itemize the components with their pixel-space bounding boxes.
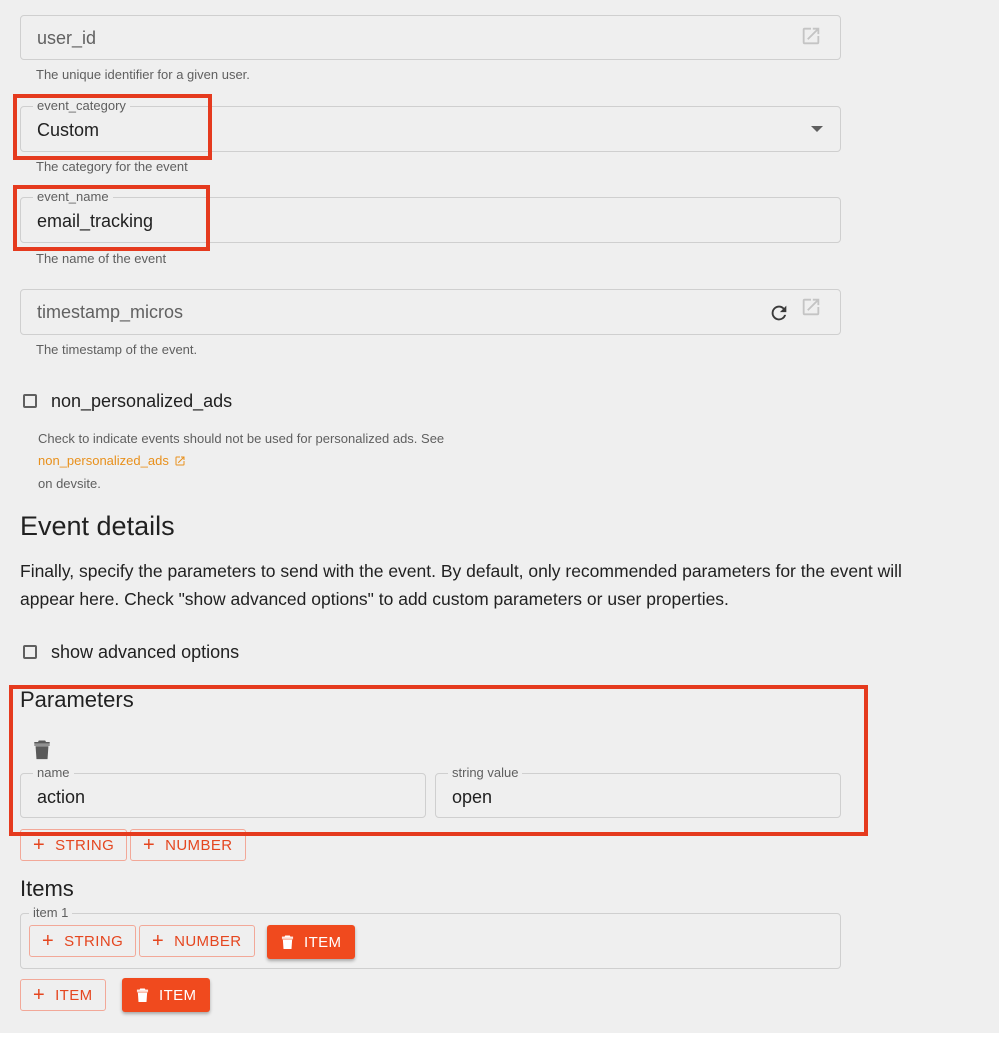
plus-icon: + xyxy=(152,930,165,952)
event-details-description-line1: Finally, specify the parameters to send with the event. By default, only recommended parameters for the event will xyxy=(20,561,902,581)
show-advanced-options-label[interactable]: show advanced options xyxy=(51,642,240,662)
timestamp-micros-placeholder: timestamp_micros xyxy=(37,302,184,322)
add-string-parameter-button[interactable] xyxy=(20,829,127,861)
event-details-description-line2: appear here. Check "show advanced options" to add custom parameters or user properties. xyxy=(20,589,729,609)
add-item-button[interactable] xyxy=(20,979,106,1011)
parameters-title: Parameters xyxy=(20,687,134,712)
plus-icon: + xyxy=(33,984,46,1006)
parameter-string-value: open xyxy=(452,787,493,807)
plus-icon: + xyxy=(143,834,156,856)
open-in-new-icon[interactable] xyxy=(800,25,822,47)
delete-icon xyxy=(281,934,294,950)
non-personalized-helper-devsite: on devsite. xyxy=(38,476,101,491)
event-category-value: Custom xyxy=(37,120,100,140)
parameter-name-field[interactable] xyxy=(20,765,426,818)
delete-item-button[interactable] xyxy=(267,925,355,959)
event-name-helper: The name of the event xyxy=(36,251,167,266)
event-name-label: event_name xyxy=(33,189,113,205)
non-personalized-helper-text: Check to indicate events should not be used for personalized ads. See xyxy=(38,431,445,446)
delete-icon xyxy=(136,987,149,1003)
plus-icon: + xyxy=(42,930,55,952)
non-personalized-ads-checkbox[interactable] xyxy=(23,394,37,408)
refresh-icon[interactable] xyxy=(768,302,790,324)
add-number-parameter-label: NUMBER xyxy=(165,836,233,854)
parameter-string-value-label: string value xyxy=(448,765,522,781)
user-id-helper: The unique identifier for a given user. xyxy=(36,67,250,82)
event-name-field[interactable] xyxy=(20,189,841,243)
user-id-field[interactable] xyxy=(20,15,841,60)
timestamp-micros-helper: The timestamp of the event. xyxy=(36,342,198,357)
dropdown-arrow-icon[interactable] xyxy=(810,125,824,133)
user-id-placeholder: user_id xyxy=(37,28,97,48)
non-personalized-ads-link-text[interactable]: non_personalized_ads xyxy=(38,453,169,468)
plus-icon: + xyxy=(33,834,46,856)
page-bottom-strip xyxy=(0,1033,999,1038)
show-advanced-options-checkbox[interactable] xyxy=(23,645,37,659)
event-details-title: Event details xyxy=(20,511,175,541)
parameter-name-value: action xyxy=(37,787,86,807)
event-category-helper: The category for the event xyxy=(36,159,188,174)
delete-icon[interactable] xyxy=(33,739,51,760)
add-string-parameter-label: STRING xyxy=(55,836,115,854)
item-add-string-button[interactable] xyxy=(29,925,136,957)
event-category-label: event_category xyxy=(33,98,130,114)
open-in-new-icon[interactable] xyxy=(800,296,822,318)
item-add-number-button[interactable] xyxy=(139,925,255,957)
event-category-select[interactable] xyxy=(20,98,841,152)
parameter-string-value-field[interactable] xyxy=(435,765,841,818)
items-title: Items xyxy=(20,876,74,901)
item-add-string-label: STRING xyxy=(64,932,124,950)
delete-item-label: ITEM xyxy=(304,933,342,951)
parameter-name-label: name xyxy=(33,765,74,781)
remove-item-button[interactable] xyxy=(122,978,210,1012)
add-number-parameter-button[interactable] xyxy=(130,829,246,861)
non-personalized-ads-link[interactable] xyxy=(38,453,186,468)
timestamp-micros-field[interactable] xyxy=(20,289,841,335)
remove-item-label: ITEM xyxy=(159,986,197,1004)
event-name-value: email_tracking xyxy=(37,211,154,231)
external-link-icon xyxy=(174,455,186,467)
item-add-number-label: NUMBER xyxy=(174,932,242,950)
non-personalized-ads-label[interactable]: non_personalized_ads xyxy=(51,391,233,411)
item-1-label: item 1 xyxy=(29,905,72,921)
add-item-label: ITEM xyxy=(55,986,93,1004)
